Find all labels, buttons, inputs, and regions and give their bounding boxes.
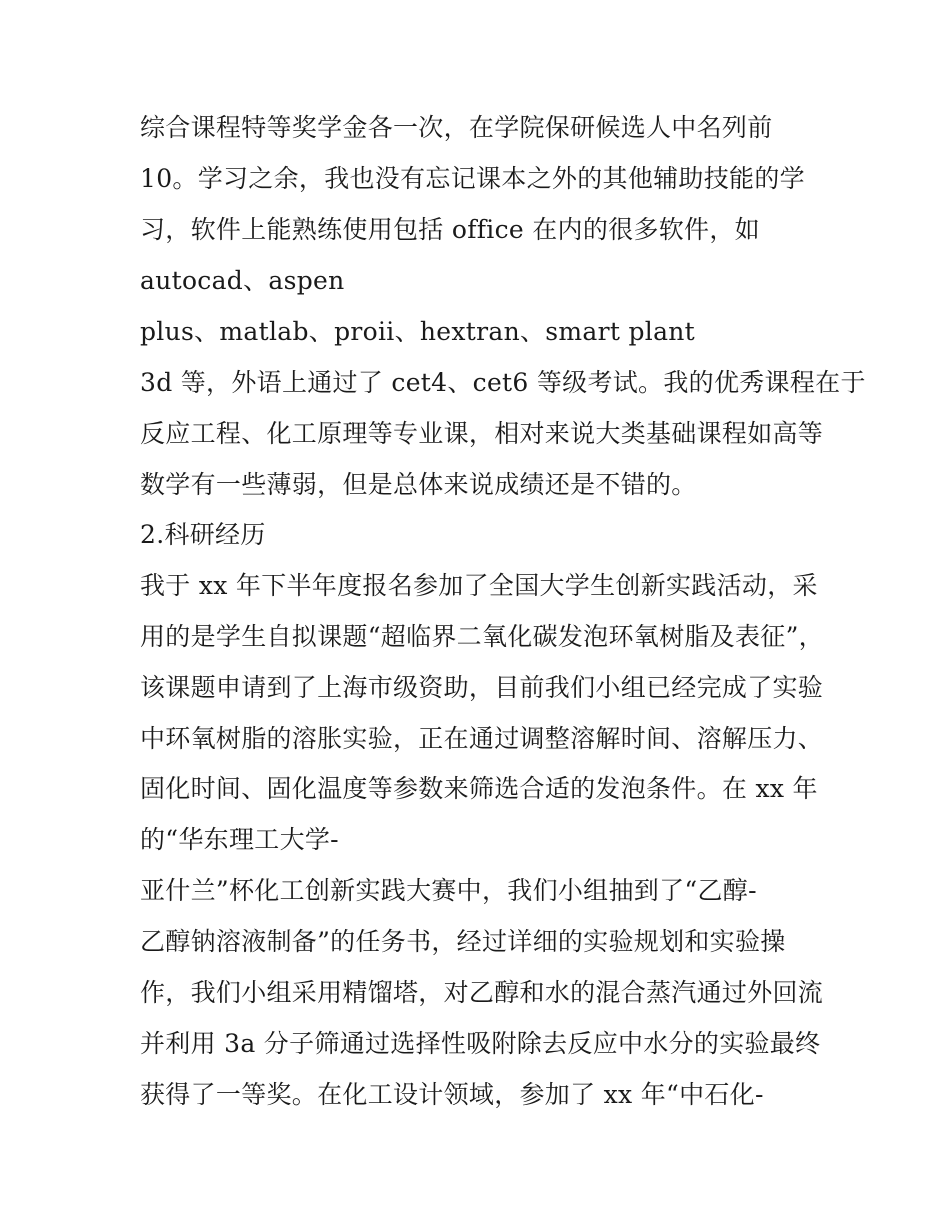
text-line: 反应工程、化工原理等专业课，相对来说大类基础课程如高等 bbox=[140, 419, 824, 448]
text-line: 作，我们小组采用精馏塔，对乙醇和水的混合蒸汽通过外回流 bbox=[140, 978, 824, 1007]
text-line: 亚什兰”杯化工创新实践大赛中，我们小组抽到了“乙醇- bbox=[140, 876, 757, 905]
text-line: plus、matlab、proii、hextran、smart plant bbox=[140, 317, 696, 346]
text-line: 综合课程特等奖学金各一次，在学院保研候选人中名列前 bbox=[140, 113, 773, 142]
text-line: 10。学习之余，我也没有忘记课本之外的其他辅助技能的学 bbox=[140, 164, 805, 193]
text-line: 并利用 3a 分子筛通过选择性吸附除去反应中水分的实验最终 bbox=[140, 1029, 821, 1058]
text-line: autocad、aspen bbox=[140, 266, 345, 295]
text-line: 乙醇钠溶液制备”的任务书，经过详细的实验规划和实验操 bbox=[140, 927, 786, 956]
section-heading: 2.科研经历 bbox=[140, 520, 266, 549]
text-line: 用的是学生自拟课题“超临界二氧化碳发泡环氧树脂及表征”， bbox=[140, 622, 824, 651]
text-line: 固化时间、固化温度等参数来筛选合适的发泡条件。在 xx 年 bbox=[140, 774, 818, 803]
text-line: 中环氧树脂的溶胀实验，正在通过调整溶解时间、溶解压力、 bbox=[140, 724, 824, 753]
text-line: 我于 xx 年下半年度报名参加了全国大学生创新实践活动，采 bbox=[140, 571, 818, 600]
text-line: 的“华东理工大学- bbox=[140, 825, 339, 854]
text-line: 数学有一些薄弱，但是总体来说成绩还是不错的。 bbox=[140, 470, 697, 499]
text-line: 3d 等，外语上通过了 cet4、cet6 等级考试。我的优秀课程在于 bbox=[140, 368, 866, 397]
text-line: 习，软件上能熟练使用包括 office 在内的很多软件，如 bbox=[140, 215, 760, 244]
text-line: 获得了一等奖。在化工设计领域，参加了 xx 年“中石化- bbox=[140, 1080, 764, 1109]
text-line: 该课题申请到了上海市级资助，目前我们小组已经完成了实验 bbox=[140, 673, 824, 702]
